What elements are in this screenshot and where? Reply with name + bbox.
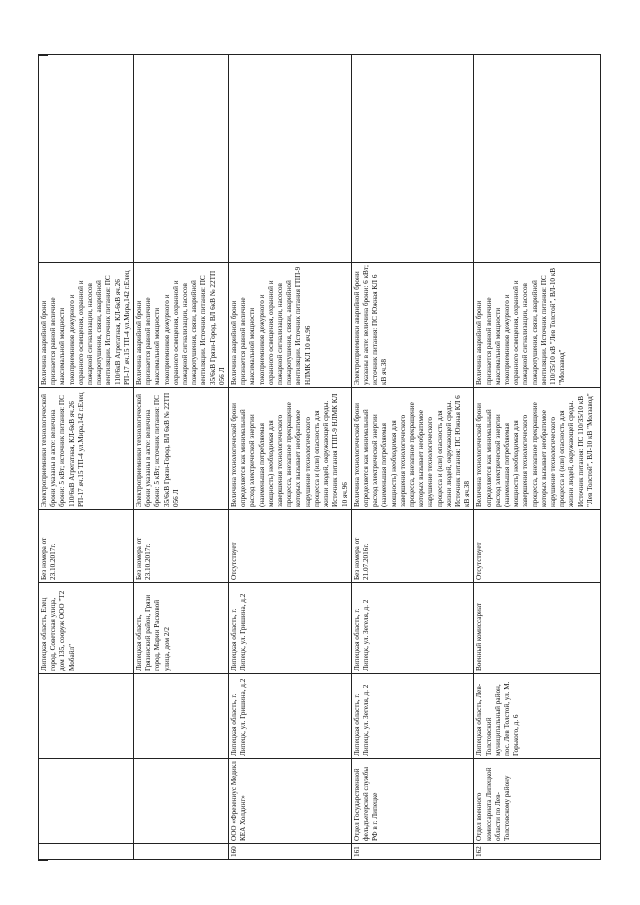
organization-name: Отдел Государственной фельдъегерской службы РФ в г. Липецке: [351, 759, 474, 844]
organization-address: Липецкая область, г. Липецк, ул. Зегеля, д. 2: [351, 674, 474, 759]
emergency-reserve: Величина аварийной брони признается равной величине максимальной мощности токоприемников дежурного и охранного освещения, охранной и пожарной сигнализации, насосов пожаротушения, связи, аварийной вентиляции. Источник питания ГПП-9 НЛМК КЛ 10 яч.96: [229, 263, 352, 388]
organization-address: Липецкая область, Лев-Толстовский муниципальный район, пос. Лев Толстой, ул. М. Горького, д. 6: [474, 674, 601, 759]
organization-name: [39, 759, 134, 844]
row-number: 162: [474, 844, 601, 860]
row-number: [134, 844, 229, 860]
notes-cell: [134, 55, 229, 263]
emergency-reserve: Величина аварийной брони признается равной величине максимальной мощности токоприемников дежурного и охранного освещения, охранной и пожарной сигнализации, насосов пожаротушения, связи, аварийной вентиляции. Источник питания: ПС 110/6кВ Агрегатная, КЛ-6кВ яч.26 РП-17 яч.15 ТП-4 ул.Мира,142 г.Елец: [39, 263, 134, 388]
notes-cell: [39, 55, 134, 263]
technological-reserve: Величина технологической брони определяется как минимальный расход электрической энергии (наименьшая потребляемая мощность) необходимая для завершения технологического процесса, внезапное прекращение которых вызывает необратимое нарушение технологического процесса и (или) опасность для жизни людей, окружающей среды. Источник питания: ПС Южная КЛ 6 кВ яч.38: [351, 388, 474, 510]
technological-reserve: Электроприемники технологической брони указаны в акте: величина брони: 5 кВт; источник питания: ПС 35/6кВ Грязи-Город, ВЛ 6кВ № 22ТП 056 Л: [134, 388, 229, 510]
table-row: [351, 55, 474, 860]
table-row: [229, 55, 352, 860]
row-number: 161: [351, 844, 474, 860]
reservation-table: [38, 54, 601, 860]
organization-name: ООО «Фрезениус Медикл КЕА Холдинг»: [229, 759, 352, 844]
technological-reserve: Величина технологической брони определяется как минимальный расход электрической энергии (наименьшая потребляемая мощность) необходимая для завершения технологического процесса, внезапное прекращение которых вызывает необратимое нарушение технологического процесса и (или) опасность для жизни людей, окружающей среды. Источник питания: ПС 110/35/10 кВ "Лев Толстой", ВЛ-10 кВ "Молзавод": [474, 388, 601, 510]
object-address: Липецкая область, Елец город, Советская улица, дом 135, сооруж ООО "Т2 Мобайл": [39, 583, 134, 674]
object-address: Липецкая область, г. Липецк, ул. Зегеля, д. 2: [351, 583, 474, 674]
act-document: Без номера от 23.10.2017г.: [39, 510, 134, 583]
notes-cell: [351, 55, 474, 263]
act-document: Отсутствует: [474, 510, 601, 583]
organization-name: [134, 759, 229, 844]
row-number: 160: [229, 844, 352, 860]
organization-name: Отдел военного комиссариата Липецкой области по Лев-Толстовскому району: [474, 759, 601, 844]
row-number: [39, 844, 134, 860]
notes-cell: [474, 55, 601, 263]
table-row: [474, 55, 601, 860]
act-document: Без номера от 23.10.2017г.: [134, 510, 229, 583]
emergency-reserve: Электроприемники аварийной брони указаны в акте: величина брони: 6 кВт; источник питания: ПС Южная КЛ 6 кВ яч.38: [351, 263, 474, 388]
organization-address: [39, 674, 134, 759]
emergency-reserve: Величина аварийной брони признается равной величине максимальной мощности токоприемников дежурного и охранного освещения, охранной и пожарной сигнализации, насосов пожаротушения, связи, аварийной вентиляции. Источник питания: ПС 35/6кВ Грязи-Город, ВЛ 6кВ № 22ТП 056 Л: [134, 263, 229, 388]
act-document: Без номера от 21.07.2016г.: [351, 510, 474, 583]
rotated-table-wrapper: [38, 55, 594, 860]
notes-cell: [229, 55, 352, 263]
table-row: [134, 55, 229, 860]
technological-reserve: Величина технологической брони определяется как минимальный расход электрической энергии (наименьшая потребляемая мощность) необходимая для завершения технологического процесса, внезапное прекращение которых вызывает необратимое нарушение технологического процесса и (или) опасность для жизни людей, окружающей среды. Источник питания ГПП-9 НЛМК КЛ 10 яч.96: [229, 388, 352, 510]
act-document: Отсутствует: [229, 510, 352, 583]
table-row: [39, 55, 134, 860]
object-address: Военный комиссариат: [474, 583, 601, 674]
organization-address: Липецкая область, г. Липецк, ул. Гришина, д.2: [229, 674, 352, 759]
technological-reserve: Электроприемники технологической брони указаны в акте: величина брони: 5 кВт; источник питания: ПС 110/6кВ Агрегатная, КЛ-6кВ яч.26 РП-17 яч.15 ТП-4 ул.Мира,142 г.Елец: [39, 388, 134, 510]
organization-address: [134, 674, 229, 759]
emergency-reserve: Величина аварийной брони признается равной величине максимальной мощности токоприемников дежурного и охранного освещения, охранной и пожарной сигнализации, насосов пожаротушения, связи, аварийной вентиляции. Источник питания: ПС 110/35/10 кВ "Лев Толстой", ВЛ-10 кВ "Молзавод": [474, 263, 601, 388]
frame-line-bottom: [38, 860, 48, 861]
object-address: Липецкая область, г. Липецк, ул. Гришина, д.2: [229, 583, 352, 674]
object-address: Липецкая область, Грязинский район, Грязи город, Марии Расковой улица, дом 2/2: [134, 583, 229, 674]
